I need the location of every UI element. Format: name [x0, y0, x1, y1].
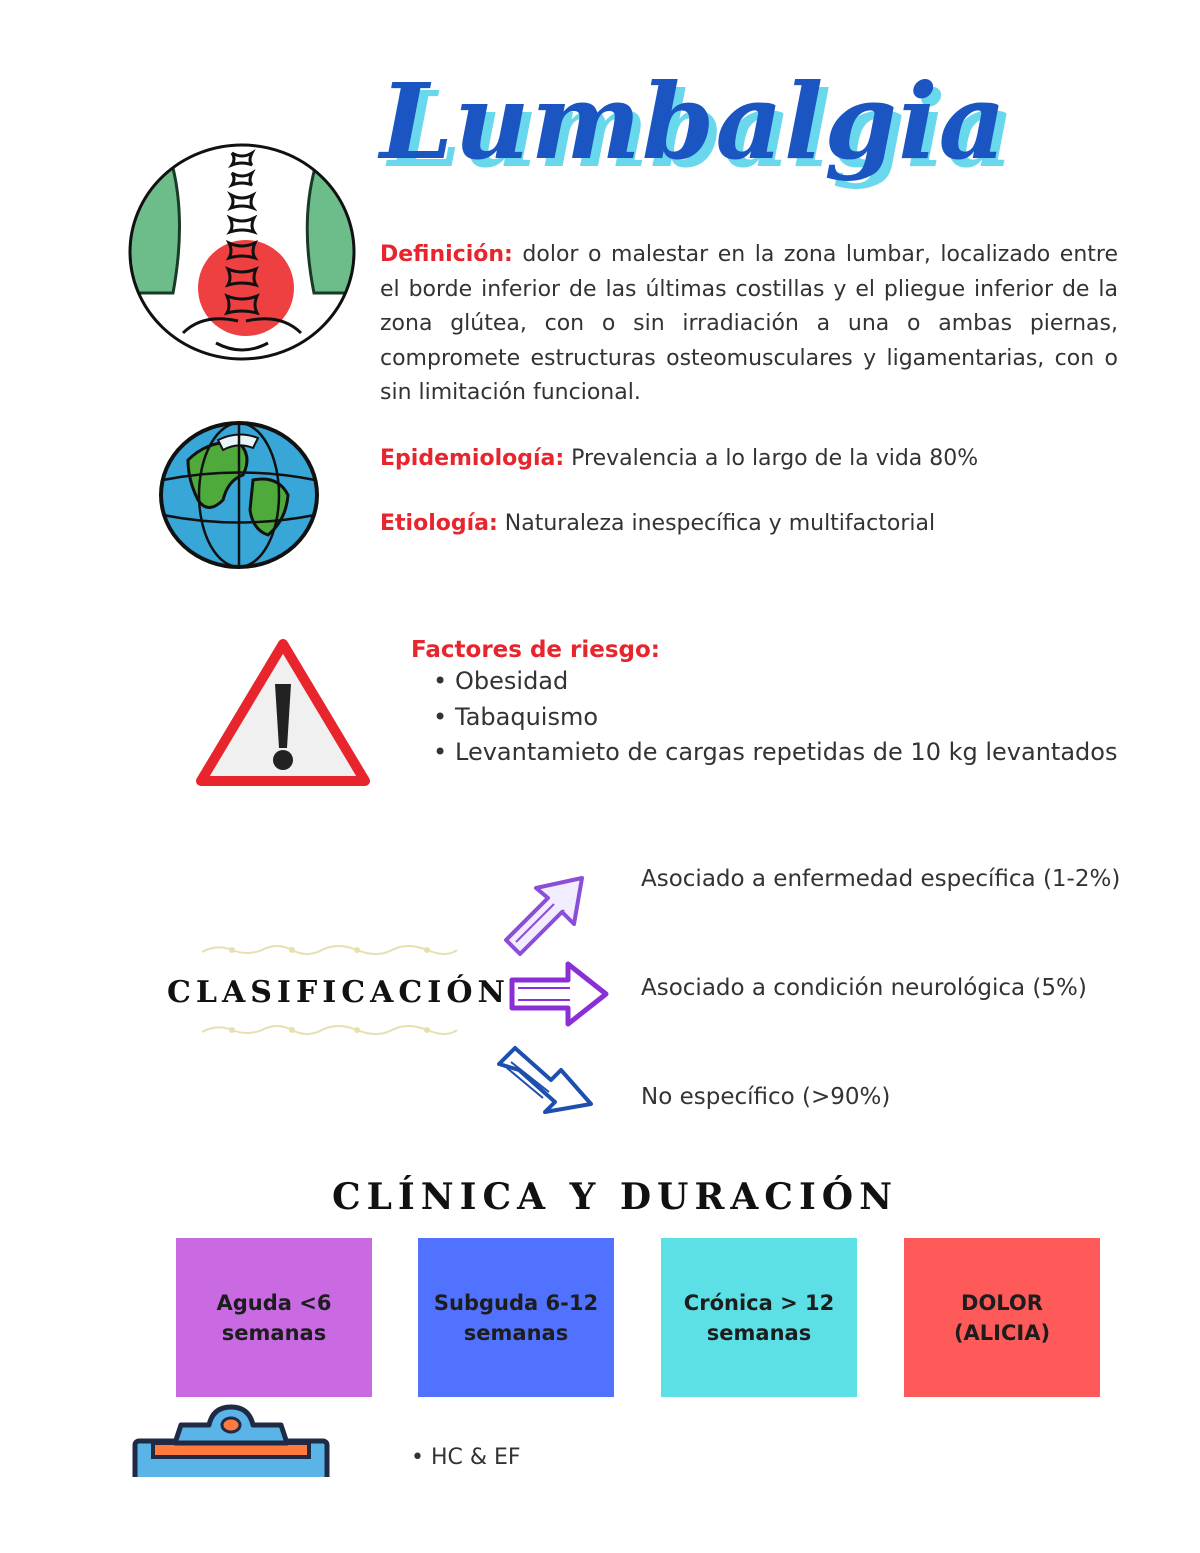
clinic-title: CLÍNICA Y DURACIÓN: [331, 1176, 899, 1218]
diagnosis-item: • HC & EF: [411, 1445, 521, 1470]
etiology-line: [380, 507, 935, 542]
duration-box-chronic: [661, 1238, 857, 1397]
decorative-swirl-top: [197, 938, 462, 962]
definition-paragraph: [380, 238, 1118, 411]
epidemiology-text: Prevalencia a lo largo de la vida 80%: [564, 446, 979, 471]
arrow-down-right-icon: [493, 1042, 599, 1120]
etiology-text: Naturaleza inespecífica y multifactorial: [497, 511, 936, 536]
spine-icon: [128, 143, 356, 361]
list-item: • Tabaquismo: [411, 700, 1117, 736]
globe-icon: [158, 420, 320, 570]
box-line2: (ALICIA): [953, 1320, 1051, 1345]
classification-item: No específico (>90%): [641, 1084, 891, 1110]
box-line1: DOLOR: [961, 1290, 1043, 1315]
list-item: • Levantamieto de cargas repetidas de 10 kg levantados: [411, 735, 1117, 771]
definition-text: dolor o malestar en la zona lumbar, localizado entre el borde inferior de las últimas costillas y el pliegue inferior de la zona glútea, con o sin irradiación a una o ambas piernas, compromete estructuras osteomusculares y ligamentarias, con o sin limitación funcional.: [380, 242, 1118, 405]
warning-icon: [193, 636, 373, 788]
clipboard-icon: [131, 1403, 331, 1477]
list-item: • Obesidad: [411, 664, 1117, 700]
box-line1: Subguda 6-12: [433, 1290, 599, 1315]
etiology-label: Etiología:: [380, 511, 498, 536]
risk-factors-list: [411, 664, 1117, 771]
box-line1: Aguda <6: [216, 1290, 332, 1315]
risk-factors-label: Factores de riesgo:: [411, 637, 661, 663]
epidemiology-line: [380, 442, 978, 477]
classification-title: CLASIFICACIÓN: [167, 975, 510, 1010]
classification-item: Asociado a condición neurológica (5%): [641, 975, 1087, 1001]
decorative-swirl-bottom: [197, 1020, 462, 1044]
duration-box-pain: [904, 1238, 1100, 1397]
epidemiology-label: Epidemiología:: [380, 446, 565, 471]
arrow-up-right-icon: [496, 870, 592, 962]
arrow-right-icon: [506, 958, 612, 1030]
classification-item: Asociado a enfermedad específica (1-2%): [641, 866, 1121, 892]
diagnosis-text: HC & EF: [430, 1445, 521, 1470]
definition-label: Definición:: [380, 242, 513, 267]
duration-box-acute: [176, 1238, 372, 1397]
duration-box-subacute: [418, 1238, 614, 1397]
box-line2: semanas: [463, 1320, 569, 1345]
box-line2: semanas: [706, 1320, 812, 1345]
box-line2: semanas: [221, 1320, 327, 1345]
page-title: Lumbalgia: [380, 60, 1008, 183]
box-line1: Crónica > 12: [683, 1290, 835, 1315]
risk-factors: [411, 637, 1117, 771]
